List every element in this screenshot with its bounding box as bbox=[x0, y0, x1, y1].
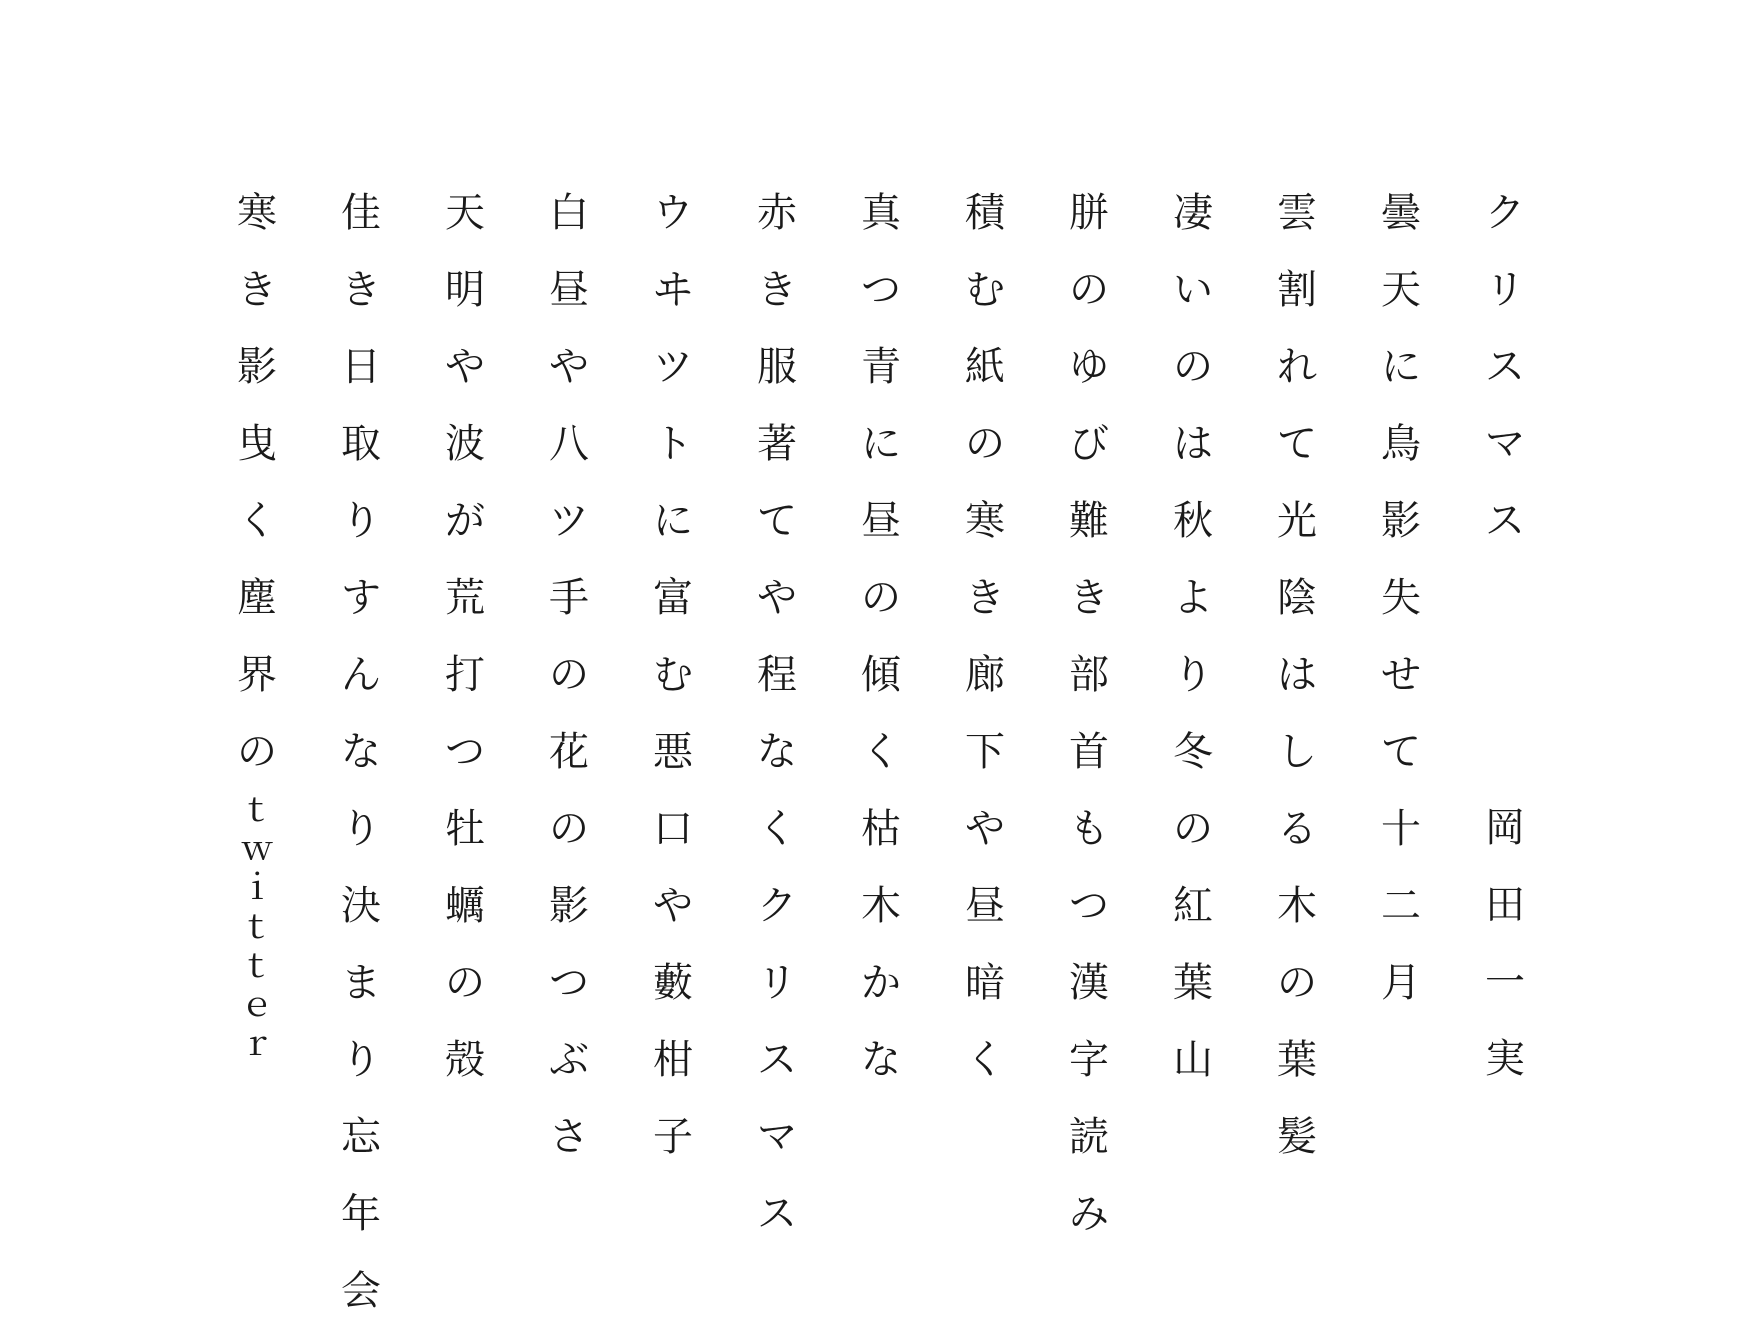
glyph: 枯 bbox=[861, 806, 901, 852]
glyph: き bbox=[757, 267, 797, 313]
glyph: ウ bbox=[653, 190, 693, 236]
glyph: 日 bbox=[341, 344, 381, 390]
glyph: み bbox=[1069, 1191, 1109, 1237]
glyph: や bbox=[965, 806, 1005, 852]
glyph: な bbox=[757, 729, 797, 775]
glyph: ｔ bbox=[240, 946, 274, 986]
glyph: ｅ bbox=[240, 985, 274, 1025]
glyph: れ bbox=[1277, 344, 1317, 390]
glyph: つ bbox=[861, 267, 901, 313]
glyph: は bbox=[1277, 652, 1317, 698]
glyph: せ bbox=[1381, 652, 1421, 698]
glyph: 殻 bbox=[445, 1037, 485, 1083]
glyph: 昼 bbox=[965, 883, 1005, 929]
glyph: 子 bbox=[653, 1114, 693, 1160]
glyph: の bbox=[1069, 267, 1109, 313]
glyph: 昼 bbox=[549, 267, 589, 313]
glyph: 決 bbox=[341, 883, 381, 929]
glyph: 寒 bbox=[965, 498, 1005, 544]
glyph: 岡 bbox=[1485, 805, 1525, 851]
glyph: 柑 bbox=[653, 1037, 693, 1083]
glyph: ス bbox=[757, 1191, 797, 1237]
glyph: 著 bbox=[757, 421, 797, 467]
glyph: 明 bbox=[445, 267, 485, 313]
glyph: 胼 bbox=[1069, 190, 1109, 236]
haiku-line-3 bbox=[1158, 175, 1228, 1099]
glyph: く bbox=[861, 729, 901, 775]
glyph: マ bbox=[757, 1114, 797, 1160]
glyph: リ bbox=[1485, 267, 1525, 313]
haiku-line-8 bbox=[638, 175, 708, 1176]
glyph: 陰 bbox=[1277, 575, 1317, 621]
glyph: 赤 bbox=[757, 190, 797, 236]
glyph: 界 bbox=[237, 652, 277, 698]
glyph: か bbox=[861, 960, 901, 1006]
glyph: ク bbox=[1485, 190, 1525, 236]
glyph: 富 bbox=[653, 575, 693, 621]
glyph: き bbox=[1069, 575, 1109, 621]
glyph: 紅 bbox=[1173, 883, 1213, 929]
glyph: 荒 bbox=[445, 575, 485, 621]
glyph: な bbox=[861, 1037, 901, 1083]
glyph: 凄 bbox=[1173, 190, 1213, 236]
glyph: の bbox=[549, 806, 589, 852]
glyph: 真 bbox=[861, 190, 901, 236]
glyph: 秋 bbox=[1173, 498, 1213, 544]
glyph: や bbox=[549, 344, 589, 390]
glyph: 傾 bbox=[861, 652, 901, 698]
glyph: の bbox=[237, 729, 277, 775]
haiku-line-9 bbox=[534, 175, 604, 1176]
glyph: 塵 bbox=[237, 575, 277, 621]
glyph: ｗ bbox=[240, 829, 274, 869]
glyph: 失 bbox=[1381, 575, 1421, 621]
glyph: ス bbox=[1485, 498, 1525, 544]
glyph: 下 bbox=[965, 729, 1005, 775]
glyph: て bbox=[757, 498, 797, 544]
glyph: 読 bbox=[1069, 1114, 1109, 1160]
glyph: な bbox=[341, 729, 381, 775]
glyph: 木 bbox=[861, 883, 901, 929]
glyph: 会 bbox=[341, 1268, 381, 1314]
glyph: ス bbox=[1485, 344, 1525, 390]
glyph: び bbox=[1069, 421, 1109, 467]
glyph: り bbox=[341, 1037, 381, 1083]
haiku-line-1 bbox=[1366, 175, 1436, 1022]
glyph: 花 bbox=[549, 729, 589, 775]
glyph: ゆ bbox=[1069, 344, 1109, 390]
glyph: ぶ bbox=[549, 1037, 589, 1083]
glyph: 髪 bbox=[1277, 1114, 1317, 1160]
glyph: つ bbox=[445, 729, 485, 775]
glyph: 寒 bbox=[237, 190, 277, 236]
glyph: む bbox=[965, 267, 1005, 313]
author-name bbox=[1470, 790, 1540, 1098]
glyph: ん bbox=[341, 652, 381, 698]
glyph: 悪 bbox=[653, 729, 693, 775]
glyph: 字 bbox=[1069, 1037, 1109, 1083]
glyph: 部 bbox=[1069, 652, 1109, 698]
haiku-line-4 bbox=[1054, 175, 1124, 1253]
glyph: ツ bbox=[653, 344, 693, 390]
glyph: 暗 bbox=[965, 960, 1005, 1006]
glyph: り bbox=[1173, 652, 1213, 698]
glyph: る bbox=[1277, 806, 1317, 852]
glyph: 紙 bbox=[965, 344, 1005, 390]
glyph: 二 bbox=[1381, 883, 1421, 929]
glyph: 波 bbox=[445, 421, 485, 467]
haiku-line-12 bbox=[222, 175, 292, 1064]
glyph: 難 bbox=[1069, 498, 1109, 544]
glyph: の bbox=[861, 575, 901, 621]
glyph: 昼 bbox=[861, 498, 901, 544]
glyph: や bbox=[653, 883, 693, 929]
glyph: 佳 bbox=[341, 190, 381, 236]
glyph: が bbox=[445, 498, 485, 544]
glyph: て bbox=[1277, 421, 1317, 467]
glyph: つ bbox=[549, 960, 589, 1006]
glyph: ツ bbox=[549, 498, 589, 544]
glyph: 曇 bbox=[1381, 190, 1421, 236]
glyph: 漢 bbox=[1069, 960, 1109, 1006]
glyph: ヰ bbox=[653, 267, 693, 313]
glyph: く bbox=[965, 1037, 1005, 1083]
glyph: も bbox=[1069, 806, 1109, 852]
glyph: き bbox=[341, 267, 381, 313]
glyph: に bbox=[1381, 344, 1421, 390]
glyph: 白 bbox=[549, 190, 589, 236]
glyph: 鳥 bbox=[1381, 421, 1421, 467]
glyph: 木 bbox=[1277, 883, 1317, 929]
glyph: 影 bbox=[237, 344, 277, 390]
glyph: 田 bbox=[1485, 882, 1525, 928]
glyph: 程 bbox=[757, 652, 797, 698]
haiku-line-6 bbox=[846, 175, 916, 1099]
glyph: さ bbox=[549, 1114, 589, 1160]
glyph: 年 bbox=[341, 1191, 381, 1237]
glyph: 取 bbox=[341, 421, 381, 467]
glyph: や bbox=[757, 575, 797, 621]
glyph: に bbox=[861, 421, 901, 467]
glyph: 影 bbox=[549, 883, 589, 929]
glyph: む bbox=[653, 652, 693, 698]
glyph: き bbox=[965, 575, 1005, 621]
glyph: の bbox=[445, 960, 485, 1006]
glyph: 葉 bbox=[1277, 1037, 1317, 1083]
glyph: ｔ bbox=[240, 907, 274, 947]
glyph: の bbox=[965, 421, 1005, 467]
glyph: 牡 bbox=[445, 806, 485, 852]
glyph: い bbox=[1173, 267, 1213, 313]
glyph: 天 bbox=[1381, 267, 1421, 313]
glyph: の bbox=[549, 652, 589, 698]
glyph: ク bbox=[757, 883, 797, 929]
glyph: つ bbox=[1069, 883, 1109, 929]
glyph: て bbox=[1381, 729, 1421, 775]
glyph: 蠣 bbox=[445, 883, 485, 929]
glyph: 青 bbox=[861, 344, 901, 390]
glyph: す bbox=[341, 575, 381, 621]
glyph: 忘 bbox=[341, 1114, 381, 1160]
glyph: 曳 bbox=[237, 421, 277, 467]
glyph: 廊 bbox=[965, 652, 1005, 698]
glyph: く bbox=[237, 498, 277, 544]
glyph: 積 bbox=[965, 190, 1005, 236]
glyph: り bbox=[341, 806, 381, 852]
glyph: 服 bbox=[757, 344, 797, 390]
glyph: 手 bbox=[549, 575, 589, 621]
glyph: 山 bbox=[1173, 1037, 1213, 1083]
glyph: 冬 bbox=[1173, 729, 1213, 775]
haiku-line-5 bbox=[950, 175, 1020, 1099]
glyph: 十 bbox=[1381, 806, 1421, 852]
glyph: 八 bbox=[549, 421, 589, 467]
glyph: ト bbox=[653, 421, 693, 467]
glyph: の bbox=[1173, 344, 1213, 390]
haiku-line-2 bbox=[1262, 175, 1332, 1176]
glyph: 雲 bbox=[1277, 190, 1317, 236]
glyph: 影 bbox=[1381, 498, 1421, 544]
glyph: し bbox=[1277, 729, 1317, 775]
glyph: ま bbox=[341, 960, 381, 1006]
glyph: や bbox=[445, 344, 485, 390]
glyph: 首 bbox=[1069, 729, 1109, 775]
glyph: 葉 bbox=[1173, 960, 1213, 1006]
glyph: は bbox=[1173, 421, 1213, 467]
glyph: 藪 bbox=[653, 960, 693, 1006]
glyph: 一 bbox=[1485, 959, 1525, 1005]
glyph: よ bbox=[1173, 575, 1213, 621]
glyph: マ bbox=[1485, 421, 1525, 467]
glyph: 打 bbox=[445, 652, 485, 698]
glyph: 光 bbox=[1277, 498, 1317, 544]
glyph: ｉ bbox=[240, 868, 274, 908]
glyph: リ bbox=[757, 960, 797, 1006]
glyph: 割 bbox=[1277, 267, 1317, 313]
glyph: き bbox=[237, 267, 277, 313]
glyph: く bbox=[757, 806, 797, 852]
glyph: ｔ bbox=[240, 790, 274, 830]
haiku-line-10 bbox=[430, 175, 500, 1099]
glyph: 月 bbox=[1381, 960, 1421, 1006]
glyph: 口 bbox=[653, 806, 693, 852]
glyph: の bbox=[1277, 960, 1317, 1006]
haiku-line-11 bbox=[326, 175, 396, 1330]
poem-title bbox=[1470, 175, 1540, 560]
glyph: り bbox=[341, 498, 381, 544]
glyph: ス bbox=[757, 1037, 797, 1083]
glyph: 実 bbox=[1485, 1036, 1525, 1082]
haiku-line-7 bbox=[742, 175, 812, 1253]
glyph: の bbox=[1173, 806, 1213, 852]
glyph: 天 bbox=[445, 190, 485, 236]
glyph: ｒ bbox=[240, 1024, 274, 1064]
glyph: に bbox=[653, 498, 693, 544]
